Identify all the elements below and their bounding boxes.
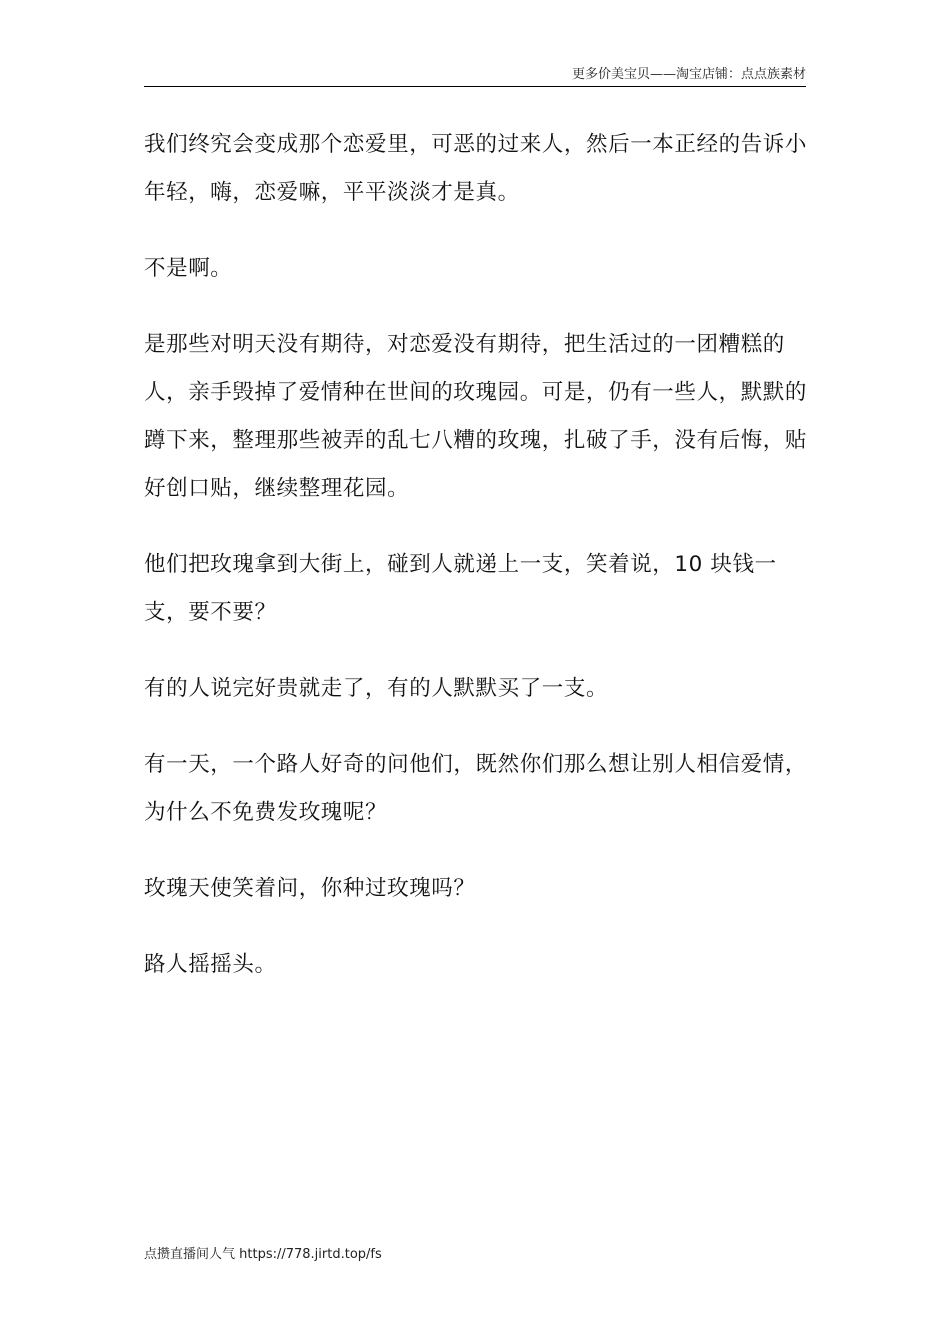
body-text — [144, 121, 808, 1017]
paragraph: 有一天，一个路人好奇的问他们，既然你们那么想让别人相信爱情，为什么不免费发玫瑰呢？ — [144, 752, 808, 825]
header-divider — [144, 86, 806, 87]
paragraph: 有的人说完好贵就走了，有的人默默买了一支。 — [144, 676, 609, 701]
paragraph: 路人摇摇头。 — [144, 952, 277, 977]
paragraph: 不是啊。 — [144, 256, 233, 281]
paragraph: 我们终究会变成那个恋爱里，可恶的过来人，然后一本正经的告诉小年轻，嗨，恋爱嘛，平平淡淡才是真。 — [144, 132, 808, 205]
paragraph: 是那些对明天没有期待，对恋爱没有期待，把生活过的一团糟糕的人，亲手毁掉了爱情种在世间的玫瑰园。可是，仍有一些人，默默的蹲下来，整理那些被弄的乱七八糟的玫瑰，扎破了手，没有后悔，贴好创口贴，继续整理花园。 — [144, 332, 808, 501]
page-footer: 点攒直播间人气 https://778.jirtd.top/fs — [144, 1247, 382, 1262]
paragraph: 他们把玫瑰拿到大街上，碰到人就递上一支，笑着说，10 块钱一支，要不要？ — [144, 552, 777, 625]
paragraph: 玫瑰天使笑着问，你种过玫瑰吗？ — [144, 876, 476, 901]
header-text: 更多价美宝贝——淘宝店铺：点点族素材 — [571, 67, 806, 82]
page-header — [144, 66, 806, 88]
